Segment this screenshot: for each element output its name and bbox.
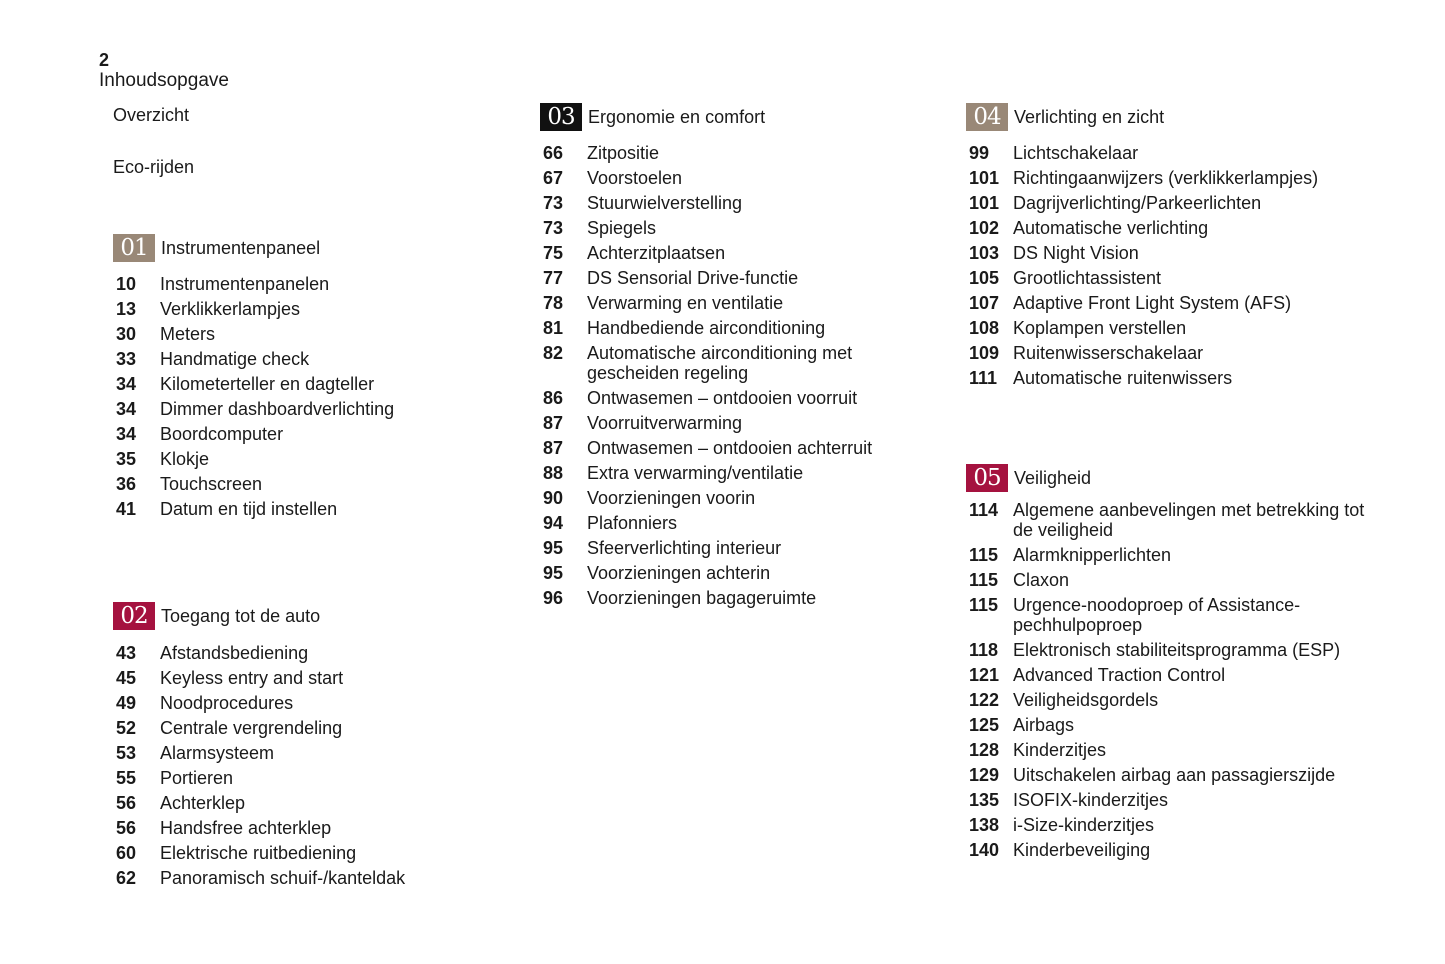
- entry-label: Keyless entry and start: [160, 668, 344, 688]
- entry-label: Voorzieningen voorin: [587, 488, 756, 508]
- entry-label: Meters: [160, 324, 216, 344]
- entry-label: Dimmer dashboardverlichting: [160, 399, 395, 419]
- entry-label: Ontwasemen – ontdooien achterruit: [587, 438, 873, 458]
- entry-page-number: 115: [969, 545, 999, 565]
- toc-entry[interactable]: [543, 218, 940, 238]
- toc-entry[interactable]: [543, 193, 940, 213]
- toc-entry[interactable]: [969, 840, 1386, 860]
- entry-page-number: 87: [543, 438, 564, 458]
- entry-page-number: 128: [969, 740, 1000, 760]
- toc-entry[interactable]: [543, 488, 940, 508]
- entry-page-number: 53: [116, 743, 137, 763]
- toc-entry[interactable]: [116, 399, 503, 419]
- entry-page-number: 122: [969, 690, 1000, 710]
- entry-page-number: 34: [116, 399, 137, 419]
- entry-label: Airbags: [1013, 715, 1075, 735]
- toc-entry[interactable]: [543, 513, 940, 533]
- entry-page-number: 138: [969, 815, 1000, 835]
- toc-entry[interactable]: [969, 218, 1386, 238]
- entry-page-number: 56: [116, 818, 137, 838]
- entry-page-number: 90: [543, 488, 564, 508]
- toc-entry[interactable]: [969, 500, 1386, 540]
- entry-page-number: 140: [969, 840, 1000, 860]
- entry-label: Richtingaanwijzers (verklikkerlampjes): [1013, 168, 1319, 188]
- entry-page-number: 45: [116, 668, 137, 688]
- toc-entry[interactable]: [543, 168, 940, 188]
- entry-label: Handsfree achterklep: [160, 818, 332, 838]
- entry-page-number: 88: [543, 463, 564, 483]
- entry-label: Klokje: [160, 449, 210, 469]
- section-header[interactable]: [113, 602, 503, 630]
- entry-page-number: 77: [543, 268, 564, 288]
- entry-page-number: 99: [969, 143, 990, 163]
- toc-entry[interactable]: [116, 643, 503, 663]
- toc-entry[interactable]: [116, 349, 503, 369]
- entry-page-number: 34: [116, 374, 137, 394]
- toc-entry[interactable]: [116, 818, 503, 838]
- entry-page-number: 41: [116, 499, 137, 519]
- toc-entry[interactable]: [116, 718, 503, 738]
- entry-label: Lichtschakelaar: [1013, 143, 1139, 163]
- section-header[interactable]: [113, 234, 503, 262]
- toc-entry[interactable]: [969, 243, 1386, 263]
- toc-entry[interactable]: [543, 588, 940, 608]
- entry-label: DS Night Vision: [1013, 243, 1139, 263]
- toc-entry[interactable]: [969, 570, 1386, 590]
- entry-page-number: 34: [116, 424, 137, 444]
- entry-page-number: 49: [116, 693, 137, 713]
- entry-label: Veiligheidsgordels: [1013, 690, 1159, 710]
- toc-entry[interactable]: [969, 715, 1386, 735]
- toc-entry[interactable]: [116, 868, 503, 888]
- entry-label: Urgence-noodoproep of Assistance-pechhulpoproep: [1013, 595, 1301, 635]
- entry-page-number: 86: [543, 388, 564, 408]
- toc-entry[interactable]: [969, 690, 1386, 710]
- entry-label: Verklikkerlampjes: [160, 299, 301, 319]
- entry-label: Panoramisch schuif-/kanteldak: [160, 868, 406, 888]
- toc-entry[interactable]: [543, 243, 940, 263]
- toc-entry[interactable]: [116, 299, 503, 319]
- toc-entry[interactable]: [116, 324, 503, 344]
- section-title: Toegang tot de auto: [161, 605, 321, 626]
- toc-entry[interactable]: [116, 768, 503, 788]
- entry-page-number: 102: [969, 218, 1000, 238]
- toc-entry[interactable]: [543, 438, 940, 458]
- toc-entry[interactable]: [116, 449, 503, 469]
- entry-page-number: 108: [969, 318, 1000, 338]
- entry-label: Advanced Traction Control: [1013, 665, 1226, 685]
- entry-page-number: 121: [969, 665, 1000, 685]
- entry-page-number: 101: [969, 168, 1000, 188]
- entry-label: Noodprocedures: [160, 693, 294, 713]
- entry-page-number: 87: [543, 413, 564, 433]
- entry-page-number: 105: [969, 268, 1000, 288]
- page-title: Inhoudsopgave: [99, 70, 229, 91]
- entry-label: Ruitenwisserschakelaar: [1013, 343, 1204, 363]
- toc-entry[interactable]: [969, 595, 1386, 635]
- section-number-badge: 03: [540, 103, 582, 131]
- entry-label: Voorruitverwarming: [587, 413, 743, 433]
- toc-entry[interactable]: [969, 740, 1386, 760]
- entry-label: Touchscreen: [160, 474, 263, 494]
- section-number-badge: 02: [113, 602, 155, 630]
- toc-entry[interactable]: [116, 843, 503, 863]
- entry-label: Automatische verlichting: [1013, 218, 1209, 238]
- entry-page-number: 109: [969, 343, 1000, 363]
- entry-label: Grootlichtassistent: [1013, 268, 1162, 288]
- section-04: [966, 103, 1386, 393]
- toc-entry[interactable]: [543, 293, 940, 313]
- section-header[interactable]: [540, 103, 940, 131]
- entry-label: Handbediende airconditioning: [587, 318, 826, 338]
- entry-page-number: 115: [969, 595, 999, 615]
- intro-item-eco-rijden[interactable]: Eco-rijden: [113, 157, 195, 177]
- entry-page-number: 13: [116, 299, 137, 319]
- entry-page-number: 55: [116, 768, 137, 788]
- section-header[interactable]: [966, 103, 1386, 131]
- entry-label: Automatische airconditioning met gescheiden regeling: [587, 343, 853, 383]
- toc-entry[interactable]: [969, 665, 1386, 685]
- toc-entry[interactable]: [969, 368, 1386, 388]
- entry-page-number: 36: [116, 474, 137, 494]
- entry-label: Adaptive Front Light System (AFS): [1013, 293, 1292, 313]
- entry-label: ISOFIX-kinderzitjes: [1013, 790, 1169, 810]
- toc-entry[interactable]: [543, 463, 940, 483]
- toc-entry[interactable]: [969, 268, 1386, 288]
- entry-page-number: 35: [116, 449, 137, 469]
- toc-entry[interactable]: [969, 193, 1386, 213]
- entry-label: Ontwasemen – ontdooien voorruit: [587, 388, 858, 408]
- entry-label: Zitpositie: [587, 143, 660, 163]
- entry-label: Dagrijverlichting/Parkeerlichten: [1013, 193, 1262, 213]
- toc-entry[interactable]: [116, 424, 503, 444]
- section-title: Veiligheid: [1014, 467, 1092, 488]
- toc-entry[interactable]: [969, 545, 1386, 565]
- entry-label: Elektrische ruitbediening: [160, 843, 357, 863]
- entry-list: [966, 143, 1386, 388]
- entry-page-number: 107: [969, 293, 1000, 313]
- entry-page-number: 78: [543, 293, 564, 313]
- page-number: 2: [99, 50, 110, 70]
- entry-page-number: 95: [543, 538, 564, 558]
- entry-page-number: 75: [543, 243, 564, 263]
- toc-entry[interactable]: [969, 640, 1386, 660]
- entry-page-number: 10: [116, 274, 137, 294]
- entry-page-number: 94: [543, 513, 564, 533]
- entry-label: Instrumentenpanelen: [160, 274, 330, 294]
- entry-page-number: 66: [543, 143, 564, 163]
- entry-label: Sfeerverlichting interieur: [587, 538, 782, 558]
- entry-label: Centrale vergrendeling: [160, 718, 343, 738]
- toc-entry[interactable]: [116, 668, 503, 688]
- section-number-badge: 05: [966, 464, 1008, 492]
- toc-entry[interactable]: [543, 538, 940, 558]
- entry-label: Kinderbeveiliging: [1013, 840, 1151, 860]
- entry-label: Kinderzitjes: [1013, 740, 1107, 760]
- toc-entry[interactable]: [116, 274, 503, 294]
- entry-label: Boordcomputer: [160, 424, 284, 444]
- entry-page-number: 81: [543, 318, 564, 338]
- entry-label: Afstandsbediening: [160, 643, 309, 663]
- entry-page-number: 30: [116, 324, 137, 344]
- entry-label: DS Sensorial Drive-functie: [587, 268, 799, 288]
- entry-label: Automatische ruitenwissers: [1013, 368, 1233, 388]
- section-title: Ergonomie en comfort: [588, 106, 766, 127]
- section-number-badge: 04: [966, 103, 1008, 131]
- toc-entry[interactable]: [969, 168, 1386, 188]
- entry-label: Verwarming en ventilatie: [587, 293, 784, 313]
- entry-label: Extra verwarming/ventilatie: [587, 463, 804, 483]
- entry-page-number: 52: [116, 718, 137, 738]
- entry-list: [113, 643, 503, 888]
- toc-entry[interactable]: [969, 343, 1386, 363]
- section-number-badge: 01: [113, 234, 155, 262]
- toc-entry[interactable]: [116, 374, 503, 394]
- entry-page-number: 118: [969, 640, 999, 660]
- entry-list: [540, 143, 940, 608]
- toc-entry[interactable]: [116, 499, 503, 519]
- entry-page-number: 129: [969, 765, 1000, 785]
- toc-entry[interactable]: [116, 743, 503, 763]
- entry-page-number: 125: [969, 715, 1000, 735]
- entry-label: Achterzitplaatsen: [587, 243, 726, 263]
- entry-page-number: 101: [969, 193, 1000, 213]
- entry-label: Elektronisch stabiliteitsprogramma (ESP): [1013, 640, 1341, 660]
- section-01: [113, 234, 503, 524]
- entry-label: Uitschakelen airbag aan passagierszijde: [1013, 765, 1336, 785]
- entry-label: Algemene aanbevelingen met betrekking tot de veiligheid: [1013, 500, 1365, 540]
- entry-label: i-Size-kinderzitjes: [1013, 815, 1155, 835]
- toc-entry[interactable]: [116, 474, 503, 494]
- toc-entry[interactable]: [543, 388, 940, 408]
- entry-page-number: 73: [543, 218, 564, 238]
- entry-label: Datum en tijd instellen: [160, 499, 338, 519]
- section-title: Verlichting en zicht: [1014, 106, 1165, 127]
- toc-entry[interactable]: [543, 413, 940, 433]
- entry-page-number: 111: [969, 368, 998, 388]
- entry-label: Achterklep: [160, 793, 246, 813]
- entry-page-number: 67: [543, 168, 564, 188]
- section-header[interactable]: [966, 464, 1386, 492]
- toc-entry[interactable]: [969, 790, 1386, 810]
- entry-label: Plafonniers: [587, 513, 678, 533]
- toc-entry[interactable]: [969, 815, 1386, 835]
- toc-entry[interactable]: [543, 318, 940, 338]
- entry-label: Handmatige check: [160, 349, 310, 369]
- entry-list: [966, 500, 1386, 860]
- toc-entry[interactable]: [969, 318, 1386, 338]
- toc-entry[interactable]: [543, 143, 940, 163]
- entry-page-number: 60: [116, 843, 137, 863]
- toc-entry[interactable]: [116, 793, 503, 813]
- toc-entry[interactable]: [969, 293, 1386, 313]
- entry-page-number: 43: [116, 643, 137, 663]
- intro-item-overzicht[interactable]: Overzicht: [113, 105, 190, 125]
- entry-list: [113, 274, 503, 519]
- toc-entry[interactable]: [543, 563, 940, 583]
- entry-label: Alarmsysteem: [160, 743, 275, 763]
- entry-page-number: 33: [116, 349, 137, 369]
- entry-page-number: 135: [969, 790, 1000, 810]
- entry-label: Kilometerteller en dagteller: [160, 374, 375, 394]
- entry-page-number: 73: [543, 193, 564, 213]
- entry-label: Claxon: [1013, 570, 1070, 590]
- toc-entry[interactable]: [543, 268, 940, 288]
- entry-label: Voorstoelen: [587, 168, 683, 188]
- entry-page-number: 114: [969, 500, 999, 520]
- entry-page-number: 82: [543, 343, 564, 363]
- entry-page-number: 95: [543, 563, 564, 583]
- entry-label: Koplampen verstellen: [1013, 318, 1187, 338]
- section-02: [113, 602, 503, 893]
- entry-page-number: 115: [969, 570, 999, 590]
- entry-label: Voorzieningen achterin: [587, 563, 771, 583]
- entry-label: Portieren: [160, 768, 234, 788]
- entry-page-number: 96: [543, 588, 564, 608]
- toc-entry[interactable]: [969, 143, 1386, 163]
- entry-page-number: 62: [116, 868, 137, 888]
- section-title: Instrumentenpaneel: [161, 237, 321, 258]
- entry-label: Alarmknipperlichten: [1013, 545, 1172, 565]
- toc-entry[interactable]: [969, 765, 1386, 785]
- toc-entry[interactable]: [543, 343, 940, 383]
- entry-page-number: 103: [969, 243, 1000, 263]
- toc-entry[interactable]: [116, 693, 503, 713]
- entry-label: Stuurwielverstelling: [587, 193, 743, 213]
- entry-label: Voorzieningen bagageruimte: [587, 588, 817, 608]
- entry-page-number: 56: [116, 793, 137, 813]
- section-05: [966, 464, 1386, 865]
- entry-label: Spiegels: [587, 218, 657, 238]
- section-03: [540, 103, 940, 613]
